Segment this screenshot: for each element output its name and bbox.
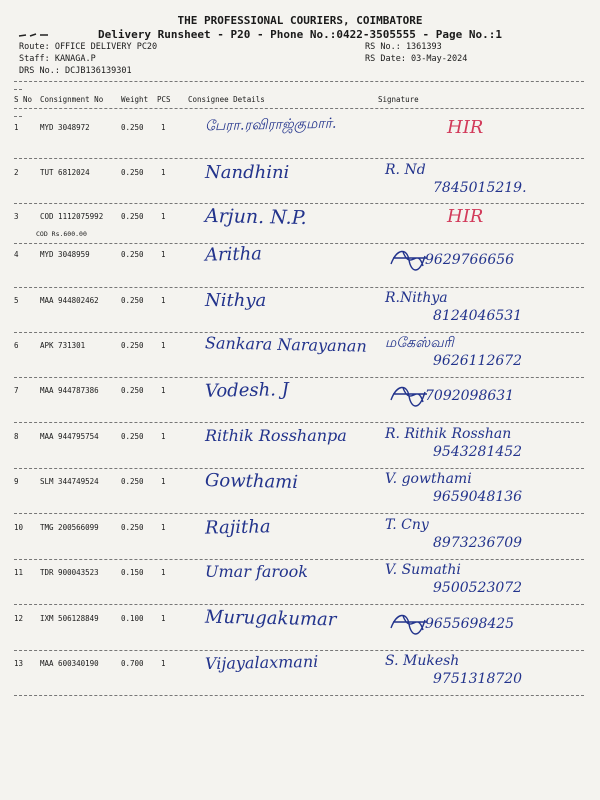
signature-area xyxy=(385,469,595,513)
rs-date: RS Date: 03-May-2024 xyxy=(365,54,468,64)
consignee-handwritten-name: Murugakumar xyxy=(204,606,337,631)
consignment-number: SLM 344749524 xyxy=(40,477,99,486)
signature-area xyxy=(385,288,595,332)
consignment-number: IXM 506128849 xyxy=(40,614,99,623)
weight-value: 0.150 xyxy=(121,568,144,577)
row-divider xyxy=(14,513,584,514)
weight-value: 0.250 xyxy=(121,386,144,395)
row-sno: 11 xyxy=(14,568,24,577)
consignment-number: TMG 200566099 xyxy=(40,523,99,532)
row-sno: 6 xyxy=(14,341,19,350)
pcs-value: 1 xyxy=(161,296,166,305)
row-sno: 5 xyxy=(14,296,19,305)
weight-value: 0.250 xyxy=(121,432,144,441)
row-sno: 2 xyxy=(14,168,19,177)
row-sno: 1 xyxy=(14,123,19,132)
weight-value: 0.250 xyxy=(121,250,144,259)
row-sno: 9 xyxy=(14,477,19,486)
signature-phone-number: 9543281452 xyxy=(433,444,523,460)
consignee-handwritten-name: Vodesh. J xyxy=(204,379,290,402)
consignment-number: MYD 3048972 xyxy=(40,123,90,132)
signature-phone-number: 7845015219. xyxy=(433,180,527,196)
divider xyxy=(14,116,22,117)
signature-area xyxy=(385,115,595,159)
signature-phone-number: 9626112672 xyxy=(433,353,523,369)
weight-value: 0.250 xyxy=(121,168,144,177)
pcs-value: 1 xyxy=(161,212,166,221)
signature-text: R. Nd xyxy=(385,162,426,178)
signature-area xyxy=(385,515,595,559)
signature-text: R. Rithik Rosshan xyxy=(385,426,512,442)
drs-number: DRS No.: DCJB136139301 xyxy=(19,66,132,76)
runsheet-subtitle: Delivery Runsheet - P20 - Phone No.:0422-3505555 - Page No.:1 xyxy=(98,28,502,41)
rs-number: RS No.: 1361393 xyxy=(365,42,442,52)
pcs-value: 1 xyxy=(161,659,166,668)
weight-value: 0.250 xyxy=(121,296,144,305)
company-title: THE PROFESSIONAL COURIERS, COIMBATORE xyxy=(177,14,423,27)
pcs-value: 1 xyxy=(161,123,166,132)
signature-area xyxy=(385,606,595,650)
consignment-number: MAA 944795754 xyxy=(40,432,99,441)
pcs-value: 1 xyxy=(161,168,166,177)
pcs-value: 1 xyxy=(161,250,166,259)
consignee-handwritten-name: Arjun. N.P. xyxy=(204,204,307,230)
col-header-signature: Signature xyxy=(378,95,419,104)
cod-amount: COD Rs.600.00 xyxy=(36,230,87,238)
row-sno: 3 xyxy=(14,212,19,221)
signature-area xyxy=(385,651,595,695)
signature-phone-number: 8973236709 xyxy=(433,535,523,551)
signature-text: S. Mukesh xyxy=(385,653,460,669)
consignment-number: COD 1112075992 xyxy=(40,212,104,221)
consignee-handwritten-name: Rajitha xyxy=(204,516,271,539)
pcs-value: 1 xyxy=(161,614,166,623)
signature-phone-number: 7092098631 xyxy=(425,388,515,404)
signature-area xyxy=(385,242,595,286)
signature-phone-number: 9659048136 xyxy=(433,489,523,505)
consignee-handwritten-name: Gowthami xyxy=(204,470,299,493)
signature-phone-number: 9629766656 xyxy=(425,252,515,268)
consignment-number: TUT 6812024 xyxy=(40,168,90,177)
col-header-pcs: PCS xyxy=(157,95,171,104)
signature-phone-number: 9655698425 xyxy=(425,616,515,632)
pcs-value: 1 xyxy=(161,341,166,350)
pcs-value: 1 xyxy=(161,477,166,486)
divider xyxy=(14,89,22,90)
signature-area xyxy=(385,378,595,422)
route-label: Route: OFFICE DELIVERY PC20 xyxy=(19,42,158,52)
row-sno: 10 xyxy=(14,523,24,532)
pcs-value: 1 xyxy=(161,568,166,577)
signature-phone-number: 9751318720 xyxy=(433,671,523,687)
row-divider xyxy=(14,158,584,159)
weight-value: 0.100 xyxy=(121,614,144,623)
weight-value: 0.700 xyxy=(121,659,144,668)
row-sno: 7 xyxy=(14,386,19,395)
signature-text: HIR xyxy=(447,206,484,227)
signature-text: V. Sumathi xyxy=(385,562,461,578)
col-header-consignee: Consignee Details xyxy=(188,95,265,104)
consignment-number: APK 731301 xyxy=(40,341,86,350)
row-divider xyxy=(14,422,584,423)
consignment-number: MAA 944802462 xyxy=(40,296,99,305)
signature-text: T. Cny xyxy=(385,517,429,533)
staff-label: Staff: KANAGA.P xyxy=(19,54,96,64)
col-header-weight: Weight xyxy=(121,95,149,104)
pcs-value: 1 xyxy=(161,523,166,532)
signature-area xyxy=(385,160,595,204)
row-sno: 13 xyxy=(14,659,24,668)
divider xyxy=(14,81,584,82)
consignee-handwritten-name: Nithya xyxy=(205,290,267,311)
row-sno: 4 xyxy=(14,250,19,259)
col-header-sno: S No xyxy=(14,95,33,104)
consignee-handwritten-name: Rithik Rosshanpa xyxy=(205,426,347,445)
signature-area xyxy=(385,560,595,604)
divider xyxy=(14,108,584,109)
consignment-number: MYD 3048959 xyxy=(40,250,90,259)
row-sno: 8 xyxy=(14,432,19,441)
col-header-consignment: Consignment No xyxy=(40,95,104,104)
consignment-number: TDR 900043523 xyxy=(40,568,99,577)
signature-text: V. gowthami xyxy=(385,471,472,487)
signature-area xyxy=(385,424,595,468)
signature-text: மகேஸ்வரி xyxy=(385,335,454,351)
weight-value: 0.250 xyxy=(121,341,144,350)
row-sno: 12 xyxy=(14,614,24,623)
pcs-value: 1 xyxy=(161,432,166,441)
row-divider xyxy=(14,695,584,696)
weight-value: 0.250 xyxy=(121,523,144,532)
signature-text: R.Nithya xyxy=(385,290,448,306)
consignee-handwritten-name: Umar farook xyxy=(205,562,308,581)
ink-smudge xyxy=(18,32,54,38)
row-divider xyxy=(14,604,584,605)
consignee-handwritten-name: Sankara Narayanan xyxy=(204,333,367,356)
signature-phone-number: 9500523072 xyxy=(433,580,523,596)
signature-area xyxy=(385,333,595,377)
signature-phone-number: 8124046531 xyxy=(433,308,523,324)
consignee-handwritten-name: பேரா.ரவிராஜ்குமார். xyxy=(204,115,337,135)
weight-value: 0.250 xyxy=(121,123,144,132)
consignee-handwritten-name: Aritha xyxy=(204,243,263,266)
consignment-number: MAA 600340190 xyxy=(40,659,99,668)
consignee-handwritten-name: Nandhini xyxy=(205,162,290,183)
signature-text: HIR xyxy=(447,117,484,138)
weight-value: 0.250 xyxy=(121,477,144,486)
pcs-value: 1 xyxy=(161,386,166,395)
consignment-number: MAA 944787386 xyxy=(40,386,99,395)
weight-value: 0.250 xyxy=(121,212,144,221)
consignee-handwritten-name: Vijayalaxmani xyxy=(204,651,319,674)
